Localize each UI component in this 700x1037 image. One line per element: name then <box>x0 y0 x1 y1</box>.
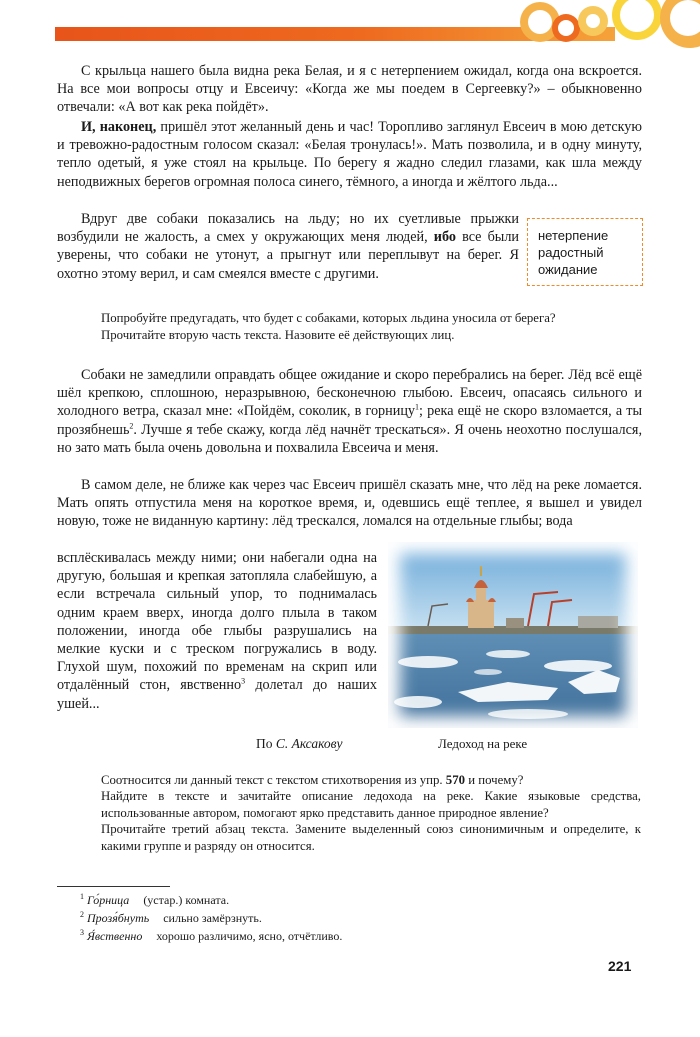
page-number: 221 <box>608 958 632 974</box>
author-name: С. Аксакову <box>275 736 343 751</box>
footnote-1 <box>80 893 229 908</box>
question-1: Попробуйте предугадать, что будет с собаками, которых льдина уносила от берега? <box>101 311 556 325</box>
paragraph-3-part-a: Вдруг две собаки показались на льду; но их суетливые прыжки возбудили не жалость, а смех у окружающих меня людей, <box>57 211 519 246</box>
paragraph-5-rest-text: всплёскивалась между ними; они набегали одна на другую, большая и крепкая затопляла слабейшую, а если встречала сильный упор, то поднималась одним краем вверх, иногда долго плыла в таком положении, иногда обе глыбы разрушались на мелкие куски и с треском погружались в воду. Глухой шум, похожий по временам на скрип или отдалённый стон, явственно <box>57 550 377 694</box>
paragraph-5-start: В самом деле, не ближе как через час Евсеич пришёл сказать мне, что лёд на реке ломается. Мать опять отпустила меня на короткое время, и, одевшись ещё теплее, я вышел и увидел новую, тоже не виданную картину: лёд трескался, ломался на отдельные глыбы; вода <box>57 477 642 530</box>
highlighted-conjunction: ибо <box>433 229 456 246</box>
footnote-3-word: Я́вственно <box>87 929 143 943</box>
photo-caption: Ледоход на реке <box>438 736 528 751</box>
footnote-2-mark: 2 <box>80 910 84 919</box>
author-credit <box>256 736 342 752</box>
question-4: Найдите в тексте и зачитайте описание ледохода на реке. Какие языковые средства, использованные автором, помогают ярко представить данное природное явление? <box>101 789 641 820</box>
question-3 <box>101 772 641 788</box>
ice-drift-illustration <box>388 542 638 728</box>
vocabulary-note-box <box>527 218 643 286</box>
footnote-1-word: Го́рница <box>87 893 130 907</box>
decorative-circles <box>520 0 700 60</box>
paragraph-2 <box>57 118 642 191</box>
footnote-3-definition: хорошо различимо, ясно, отчётливо. <box>156 929 343 943</box>
footnote-divider <box>57 886 170 887</box>
paragraph-4-part-c: . Лучше я тебе скажу, когда лёд начнёт трескаться». Я очень неохотно послушался, но зато мать была очень довольна и похвалила Евсеича и меня. <box>57 421 642 456</box>
footnote-3-mark: 3 <box>80 928 84 937</box>
footnote-2-word: Прозя́бнуть <box>87 911 150 925</box>
paragraph-2-text: пришёл этот желанный день и час! Торопливо заглянул Евсеич в мою детскую и тревожно-радостным голосом сказал: «Белая тронулась!». Мать позволила, и в одну минуту, тепло одетый, я уже стоял на крыльце. По берегу я жадно следил глазами, как шла между неподвижных берегов огромная полоса синего, тёмного, а иногда и жёлтого льда... <box>57 119 642 190</box>
author-prefix: По <box>256 736 276 751</box>
footnote-mark-1: 1 <box>415 402 420 412</box>
paragraph-3 <box>57 210 519 283</box>
paragraph-5-rest <box>57 549 377 713</box>
paragraph-4 <box>57 366 642 457</box>
question-3-part-b: и почему? <box>465 773 524 787</box>
paragraph-4-part-a: Собаки не замедлили оправдать общее ожидание и скоро перебрались на берег. Лёд всё ещё шёл крепкою, сплошною, неразрывною, бесконечною глыбою. Евсеич, опасаясь сильного и холодного ветра, сказал мне: «Пойдём, соколик, в горницу <box>57 367 642 420</box>
paragraph-2-bold: И, наконец, <box>81 119 157 135</box>
question-3-part-a: Соотносится ли данный текст с текстом стихотворения из упр. <box>101 773 446 787</box>
footnote-2-definition: сильно замёрзнуть. <box>163 911 262 925</box>
paragraph-1: С крыльца нашего была видна река Белая, и я с нетерпением ожидал, когда она вскроется. На все мои вопросы отцу и Евсеичу: «Когда же мы поедем в Сергеевку?» – обыкновенно отвечали: «А вот как река пойдёт». <box>57 63 642 116</box>
paragraph-3-part-b: все были уверены, что собаки не утонут, а прыгнут или переплывут на берег. Я охотно этому верил, и сам смеялся вместе с другими. <box>57 229 519 282</box>
footnote-1-mark: 1 <box>80 892 84 901</box>
paragraph-4-part-b: ; река ещё не скоро взломается, а ты прозябнешь <box>57 403 642 438</box>
ice-drift-photo <box>388 542 638 728</box>
vocabulary-note-text: нетерпение радостный ожидание <box>538 228 609 277</box>
footnote-3 <box>80 929 342 944</box>
paragraph-5-end: долетал до наших ушей... <box>57 677 377 712</box>
footnote-1-definition: (устар.) комната. <box>143 893 230 907</box>
exercise-number: 570 <box>445 773 465 787</box>
question-2: Прочитайте вторую часть текста. Назовите её действующих лиц. <box>101 328 455 343</box>
footnote-2 <box>80 911 262 926</box>
footnote-mark-3: 3 <box>241 676 246 686</box>
footnote-mark-2: 2 <box>129 420 134 430</box>
question-5: Прочитайте третий абзац текста. Замените выделенный союз синонимичным и определите, к какими группе и разряду он относится. <box>101 822 641 853</box>
